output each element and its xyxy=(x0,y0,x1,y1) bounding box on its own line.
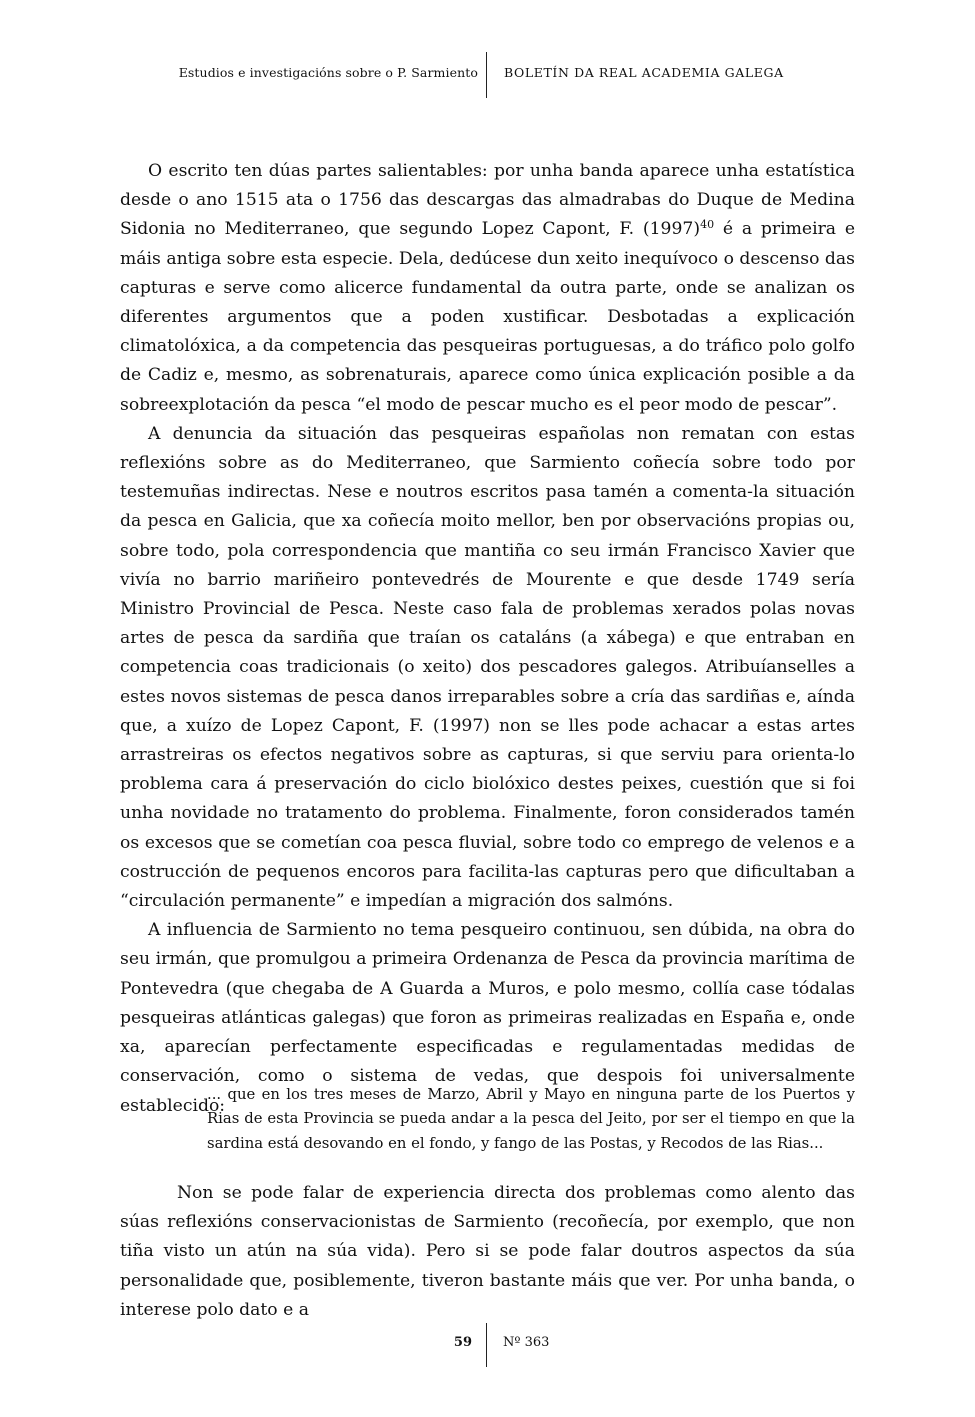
paragraph-1 xyxy=(120,157,855,420)
footer-divider xyxy=(486,1323,487,1367)
paragraph-4: Non se pode falar de experiencia directa dos problemas como alento das súas reflexións conservacionistas de Sarmiento (recoñecía, por exemplo, que non tiña visto un atún na súa vida). Pero si se pode falar doutros aspectos da súa personalidade que, posiblemente, tiveron bastante máis que ver. Por unha banda, o interese polo dato e a xyxy=(120,1183,855,1320)
issue-number: Nº 363 xyxy=(503,1335,550,1350)
block-quote xyxy=(207,1083,855,1156)
paragraph-1-text: O escrito ten dúas partes salientables: por unha banda aparece unha estatística desde o ano 1515 ata o 1756 das descargas das almadrabas do Duque de Medina Sidonia no Mediterraneo, que segundo Lopez Capont, F. (1997) xyxy=(120,161,855,240)
paragraph-2: A denuncia da situación das pesqueiras españolas non rematan con estas reflexións sobre as do Mediterraneo, que Sarmiento coñecía sobre todo por testemuñas indirectas. Nese e noutros escritos pasa tamén a comenta-la situación da pesca en Galicia, que xa coñecía moito mellor, ben por observacións propias ou, sobre todo, pola correspondencia que mantiña co seu irmán Francisco Xavier que vivía no barrio mariñeiro pontevedrés de Mourente e que desde 1749 sería Ministro Provincial de Pesca. Neste caso fala de problemas xerados polas novas artes de pesca da sardiña que traían os cataláns (a xábega) e que entraban en competencia coas tradicionais (o xeito) dos pescadores galegos. Atribuíanselles a estes novos sistemas de pesca danos irreparables sobre a cría das sardiñas e, aínda que, a xuízo de Lopez Capont, F. (1997) non se lles pode achacar a estas artes arrastreiras os efectos negativos sobre as capturas, si que serviu para orienta-lo problema cara á preservación do ciclo biolóxico destes peixes, cuestión que si foi unha novidade no tratamento do problema. Finalmente, foron considerados tamén os excesos que se cometían coa pesca fluvial, sobre todo co emprego de velenos e a costrucción de pequenos encoros para facilita-las capturas pero que dificultaban a “circulación permanente” e impedían a migración dos salmóns. xyxy=(120,423,855,912)
page-footer xyxy=(0,1323,975,1367)
paragraph-3: A influencia de Sarmiento no tema pesqueiro continuou, sen dúbida, na obra do seu irmán, que promulgou a primeira Ordenanza de Pesca da provincia marítima de Pontevedra (que chegaba de A Guarda a Muros, e polo mesmo, collía case tódalas pesqueiras atlánticas galegas) que foron as primeiras realizadas en España e, onde xa, aparecían perfectamente especificadas e regulamentadas medidas de conservación, como o sistema de vedas, que despois foi universalmente establecido: xyxy=(120,920,855,1116)
footnote-ref-40[interactable]: 40 xyxy=(700,218,715,232)
paragraph-1-text-cont: é a primeira e máis antiga sobre esta especie. Dela, dedúcese dun xeito inequívoco o descenso das capturas e serve como alicerce fundamental da outra parte, onde se analizan os diferentes argumentos que a poden xustificar. Desbotadas a explicación climatolóxica, a da competencia das pesqueiras portuguesas, a do tráfico polo golfo de Cadiz e, mesmo, as sobrenaturais, aparece como única explicación posible a da sobreexplotación da pesca “el modo de pescar mucho es el peor modo de pescar”. xyxy=(120,219,856,415)
main-text-continued xyxy=(120,1179,855,1325)
main-text xyxy=(120,157,855,1121)
header-journal-title: BOLETÍN DA REAL ACADEMIA GALEGA xyxy=(504,65,784,80)
block-quote-text: ... que en los tres meses de Marzo, Abril y Mayo en ninguna parte de los Puertos y Rias de esta Provincia se pueda andar a la pesca del Jeito, por ser el tiempo en que la sardina está desovando en el fondo, y fango de las Postas, y Recodos de las Rias... xyxy=(207,1086,855,1152)
running-header xyxy=(0,52,975,98)
page-number: 59 xyxy=(453,1335,472,1350)
header-section-title: Estudios e investigacións sobre o P. Sarmiento xyxy=(178,65,478,80)
header-divider xyxy=(486,52,487,98)
